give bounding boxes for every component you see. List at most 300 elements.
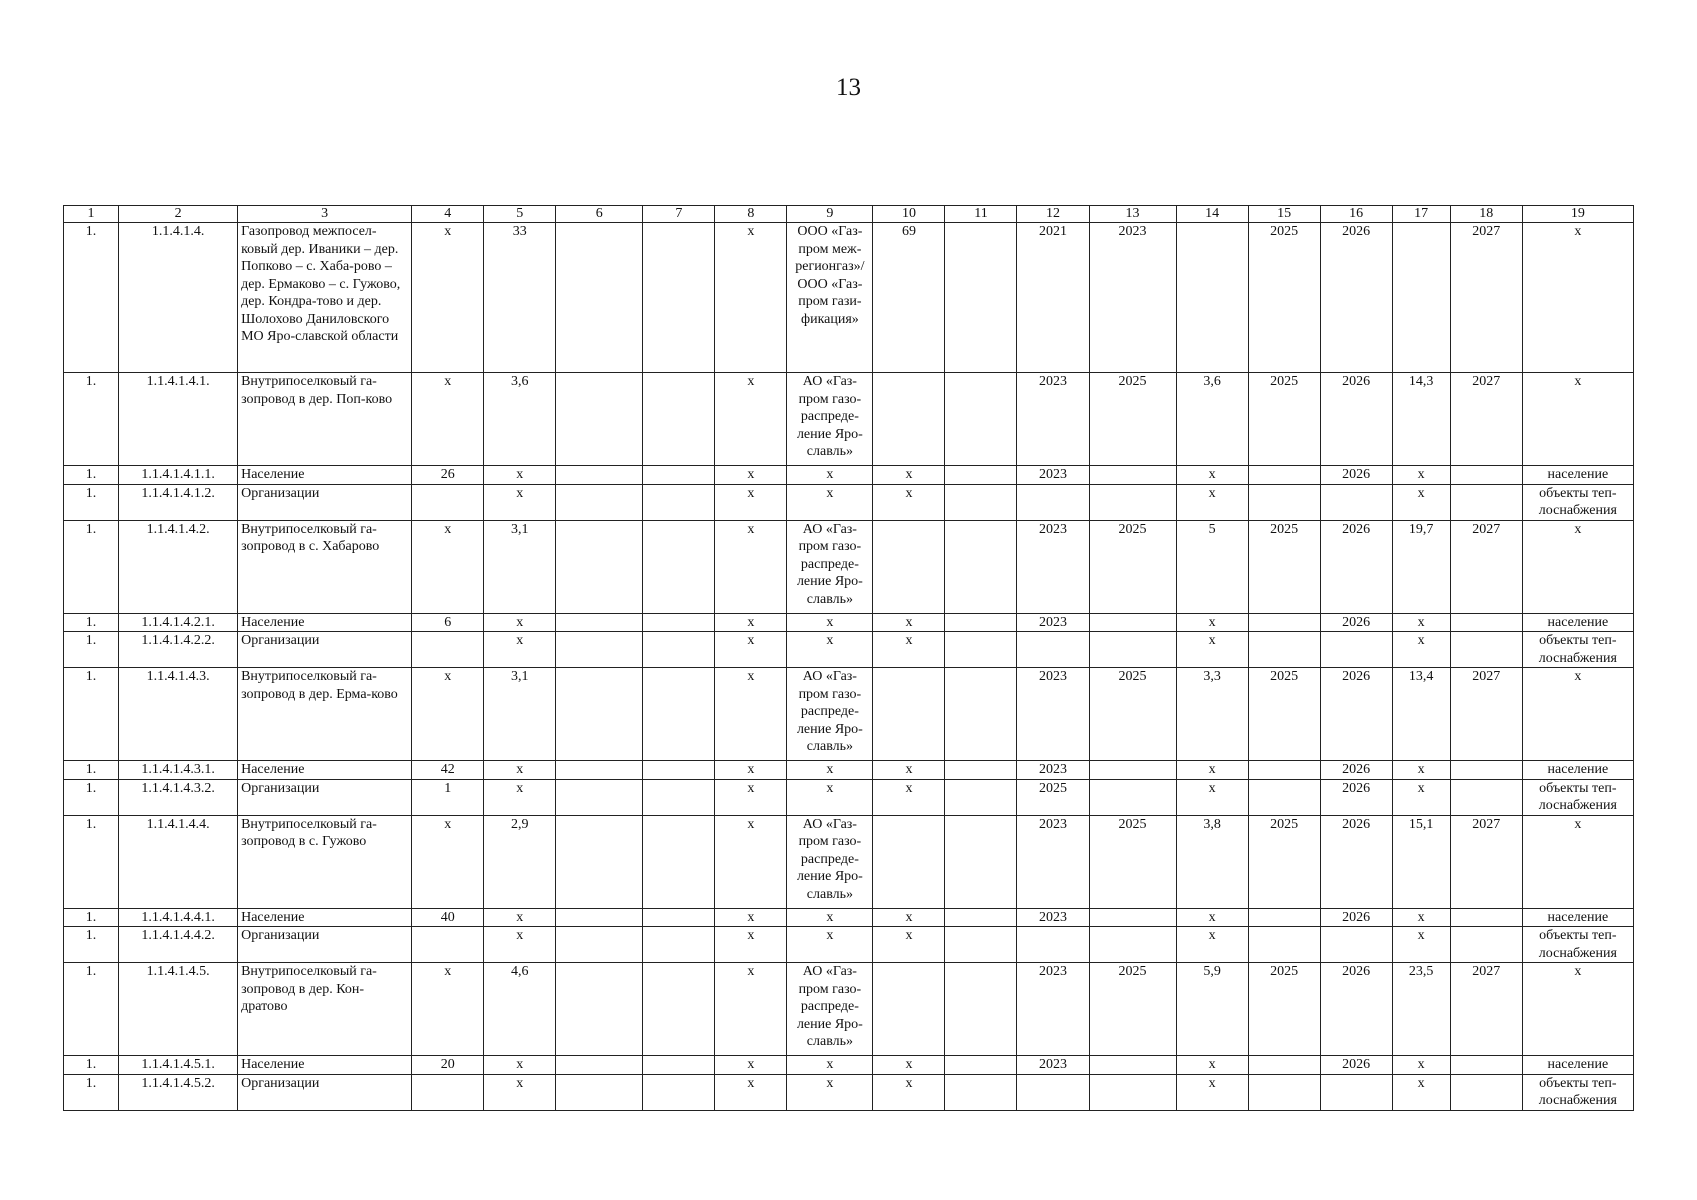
table-cell: х [484,779,556,815]
table-cell: 2026 [1320,373,1392,466]
table-cell: 2023 [1017,466,1089,485]
table-cell: х [1392,613,1450,632]
table-cell: х [787,484,873,520]
table-row [64,613,1634,632]
table-cell [1017,484,1089,520]
table-row [64,779,1634,815]
table-cell: 1. [64,761,119,780]
table-cell [945,927,1017,963]
table-cell: х [715,668,787,761]
table-cell: х [715,1056,787,1075]
header-cell: 1 [64,206,119,223]
table-cell [556,761,643,780]
header-cell: 13 [1089,206,1176,223]
table-cell: х [1522,668,1633,761]
table-cell: 2026 [1320,908,1392,927]
table-cell: х [715,815,787,908]
table-cell [412,484,484,520]
table-cell [945,908,1017,927]
table-cell [945,1056,1017,1075]
table-cell: 1. [64,223,119,373]
table-cell: х [412,373,484,466]
table-cell: х [787,779,873,815]
table-cell: 26 [412,466,484,485]
table-cell: 1.1.4.1.4.4.1. [119,908,238,927]
header-cell: 16 [1320,206,1392,223]
header-cell: 12 [1017,206,1089,223]
table-cell [556,223,643,373]
table-cell: 1. [64,613,119,632]
table-cell: 2026 [1320,779,1392,815]
table-cell: х [787,761,873,780]
table-cell [945,223,1017,373]
table-cell: Газопровод межпосел-ковый дер. Иваники – дер. Попково – с. Хаба-рово – дер. Ермаково – с. Гужово, дер. Кондра-тово и дер. Шолохово Даниловского МО Яро-славской области [238,223,412,373]
table-cell: 2023 [1017,520,1089,613]
table-cell [556,815,643,908]
table-cell: 1.1.4.1.4.3.2. [119,779,238,815]
table-row [64,761,1634,780]
table-cell: х [484,1074,556,1110]
table-cell: объекты теп-лоснабжения [1522,927,1633,963]
header-cell: 7 [643,206,715,223]
table-cell [945,373,1017,466]
table-cell: х [715,373,787,466]
table-cell: 33 [484,223,556,373]
table-cell: 1. [64,1056,119,1075]
table-cell: х [715,632,787,668]
table-cell: 4,6 [484,963,556,1056]
table-cell: х [1522,520,1633,613]
table-cell [556,927,643,963]
table-cell [1248,613,1320,632]
table-cell [643,1074,715,1110]
table-cell: Население [238,1056,412,1075]
table-cell: х [1176,908,1248,927]
table-cell [1450,1074,1522,1110]
table-cell [556,466,643,485]
page-number: 13 [836,74,861,101]
table-cell: х [715,1074,787,1110]
table-cell: 2026 [1320,223,1392,373]
table-cell: 1. [64,927,119,963]
table-cell: 2025 [1089,373,1176,466]
table-cell: х [873,779,945,815]
header-cell: 11 [945,206,1017,223]
table-cell: х [484,613,556,632]
table-cell: х [715,484,787,520]
table-cell: 1. [64,484,119,520]
table-cell: х [787,613,873,632]
table-cell [1089,927,1176,963]
table-cell [1248,1056,1320,1075]
table-cell: х [1176,1074,1248,1110]
table-cell: АО «Газ-пром газо-распреде-ление Яро-славль» [787,815,873,908]
table-row [64,1074,1634,1110]
table-cell: 2027 [1450,373,1522,466]
table-cell: 13,4 [1392,668,1450,761]
table-row [64,373,1634,466]
table-cell: 2026 [1320,761,1392,780]
table-cell [945,613,1017,632]
table-cell: х [873,1056,945,1075]
table-cell [1248,908,1320,927]
table-cell [945,815,1017,908]
table-cell: х [1176,632,1248,668]
table-cell: х [1522,223,1633,373]
table-cell: 42 [412,761,484,780]
header-cell: 19 [1522,206,1633,223]
table-cell: х [1392,779,1450,815]
table-cell [1248,466,1320,485]
table-cell: 2026 [1320,466,1392,485]
table-cell: 1.1.4.1.4.2.1. [119,613,238,632]
table-cell: 2027 [1450,963,1522,1056]
table-cell: 2025 [1248,373,1320,466]
table-cell: х [873,761,945,780]
table-cell: х [1392,1074,1450,1110]
table-cell: х [484,927,556,963]
table-cell [873,520,945,613]
table-cell: 1. [64,668,119,761]
table-cell [873,815,945,908]
table-cell: 2023 [1089,223,1176,373]
table-cell: 1.1.4.1.4.5.2. [119,1074,238,1110]
table-cell: 1.1.4.1.4. [119,223,238,373]
table-cell [873,668,945,761]
table-cell [945,484,1017,520]
table-cell: х [1522,963,1633,1056]
table-cell [556,963,643,1056]
table-cell: х [715,613,787,632]
table-cell: АО «Газ-пром газо-распреде-ление Яро-славль» [787,963,873,1056]
table-cell: население [1522,908,1633,927]
table-cell: х [412,520,484,613]
table-cell: Население [238,908,412,927]
table-cell: 2023 [1017,613,1089,632]
table-cell: 2026 [1320,520,1392,613]
table-row [64,466,1634,485]
table-cell: 2025 [1248,223,1320,373]
table-body [64,206,1634,1111]
table-cell: АО «Газ-пром газо-распреде-ление Яро-славль» [787,668,873,761]
header-cell: 18 [1450,206,1522,223]
table-cell: х [715,908,787,927]
table-cell [643,668,715,761]
table-cell: х [715,927,787,963]
table-cell [1089,1056,1176,1075]
table-cell [873,373,945,466]
table-cell [556,1056,643,1075]
header-cell: 8 [715,206,787,223]
table-cell: население [1522,1056,1633,1075]
table-cell [1089,466,1176,485]
table-cell [1017,632,1089,668]
table-cell [556,1074,643,1110]
table-row [64,815,1634,908]
table-cell: 1.1.4.1.4.1.2. [119,484,238,520]
table-cell: х [873,484,945,520]
table-cell: х [412,963,484,1056]
table-cell: х [715,761,787,780]
table-cell: 2023 [1017,963,1089,1056]
table-cell: х [1392,1056,1450,1075]
table-row [64,963,1634,1056]
header-cell: 10 [873,206,945,223]
table-cell [1176,223,1248,373]
table-cell: Организации [238,632,412,668]
table-cell: население [1522,761,1633,780]
table-cell [1450,1056,1522,1075]
table-row [64,632,1634,668]
table-cell: Внутрипоселковый га-зопровод в дер. Кон-дратово [238,963,412,1056]
table-cell [1017,1074,1089,1110]
table-cell [1450,613,1522,632]
table-cell [1320,927,1392,963]
table-cell: Организации [238,1074,412,1110]
table-cell: Внутрипоселковый га-зопровод в с. Хабарово [238,520,412,613]
table-cell: х [1392,484,1450,520]
table-cell: объекты теп-лоснабжения [1522,1074,1633,1110]
table-cell: 2027 [1450,668,1522,761]
table-cell [556,632,643,668]
table-row [64,484,1634,520]
table-cell [643,223,715,373]
header-cell: 5 [484,206,556,223]
table-cell [1450,779,1522,815]
table-cell: 2027 [1450,520,1522,613]
table-cell [1450,761,1522,780]
table-cell: Население [238,466,412,485]
table-cell: х [1392,466,1450,485]
table-cell: 1.1.4.1.4.3.1. [119,761,238,780]
table-cell [1320,484,1392,520]
table-cell: 2025 [1017,779,1089,815]
table-cell: х [715,466,787,485]
table-cell [1089,632,1176,668]
table-cell: х [1176,613,1248,632]
table-cell: 1.1.4.1.4.4.2. [119,927,238,963]
table-cell: 1. [64,779,119,815]
table-cell: 6 [412,613,484,632]
table-cell: х [715,963,787,1056]
table-cell: 1.1.4.1.4.2.2. [119,632,238,668]
table-cell: Население [238,613,412,632]
table-cell: 1 [412,779,484,815]
table-cell: х [787,927,873,963]
table-cell: х [1392,927,1450,963]
table-cell: х [787,1074,873,1110]
table-cell: 1. [64,520,119,613]
table-cell: 2025 [1089,668,1176,761]
table-cell [873,963,945,1056]
table-cell [556,908,643,927]
table-cell: 2025 [1248,668,1320,761]
table-cell: 14,3 [1392,373,1450,466]
table-cell [1089,908,1176,927]
table-cell: 2025 [1248,815,1320,908]
table-cell [1450,632,1522,668]
table-cell: х [484,908,556,927]
table-cell: х [484,632,556,668]
table-cell: 2021 [1017,223,1089,373]
table-cell: 2023 [1017,761,1089,780]
table-cell: 2026 [1320,963,1392,1056]
table-cell: х [715,779,787,815]
table-cell [643,1056,715,1075]
table-cell: АО «Газ-пром газо-распреде-ление Яро-славль» [787,520,873,613]
table-cell [412,1074,484,1110]
table-cell [556,613,643,632]
table-cell: х [412,223,484,373]
table-cell [945,1074,1017,1110]
table-cell: х [1522,815,1633,908]
table-cell: х [1392,761,1450,780]
table-cell: х [1176,927,1248,963]
table-cell: АО «Газ-пром газо-распреде-ление Яро-славль» [787,373,873,466]
table-cell [643,520,715,613]
table-cell [945,632,1017,668]
table-cell: 1. [64,632,119,668]
table-cell: ООО «Газ-пром меж-регионгаз»/ ООО «Газ-пром гази-фикация» [787,223,873,373]
table-cell: 2026 [1320,815,1392,908]
table-cell: Внутрипоселковый га-зопровод в дер. Поп-ково [238,373,412,466]
table-cell: х [484,1056,556,1075]
table-cell: х [1392,632,1450,668]
table-cell [556,668,643,761]
table-cell: Население [238,761,412,780]
table-cell: 2025 [1089,520,1176,613]
table-cell: 2023 [1017,908,1089,927]
table-cell: Организации [238,927,412,963]
table-cell: Внутрипоселковый га-зопровод в дер. Ерма-ково [238,668,412,761]
table-cell [1450,466,1522,485]
table-row [64,520,1634,613]
table-cell: 2023 [1017,815,1089,908]
table-cell [1248,927,1320,963]
table-cell: 3,6 [484,373,556,466]
table-cell [556,373,643,466]
table-cell: 1. [64,815,119,908]
table-cell [945,668,1017,761]
table-row [64,223,1634,373]
table-cell: 1.1.4.1.4.2. [119,520,238,613]
table-cell: х [412,815,484,908]
table-cell: 5 [1176,520,1248,613]
table-cell: х [873,927,945,963]
table-cell [412,927,484,963]
table-cell [643,815,715,908]
table-cell: х [715,223,787,373]
table-cell: х [787,632,873,668]
table-cell: 19,7 [1392,520,1450,613]
table-cell: 1. [64,466,119,485]
table-cell: х [484,484,556,520]
table-cell [1320,1074,1392,1110]
header-cell: 9 [787,206,873,223]
table-cell: х [1176,484,1248,520]
table-cell [643,761,715,780]
table-cell [1017,927,1089,963]
table-cell: х [873,908,945,927]
header-cell: 17 [1392,206,1450,223]
table-cell [556,520,643,613]
table-cell [1089,484,1176,520]
data-table [63,205,1634,1111]
table-cell: 15,1 [1392,815,1450,908]
table-cell: 2023 [1017,1056,1089,1075]
table-cell [945,520,1017,613]
table-cell: 2025 [1248,520,1320,613]
table-cell [643,632,715,668]
table-cell: х [787,466,873,485]
table-cell: 1. [64,373,119,466]
table-cell: х [1176,761,1248,780]
table-cell: 1.1.4.1.4.5.1. [119,1056,238,1075]
table-row [64,668,1634,761]
table-cell [945,963,1017,1056]
table-cell: х [412,668,484,761]
table-cell [1089,1074,1176,1110]
table-cell: 2026 [1320,613,1392,632]
table-cell: 2,9 [484,815,556,908]
table-cell: х [1176,1056,1248,1075]
table-cell [643,963,715,1056]
table-cell: 1. [64,963,119,1056]
table-cell: 3,1 [484,668,556,761]
header-cell: 4 [412,206,484,223]
table-cell: х [1176,779,1248,815]
table-cell [945,779,1017,815]
table-cell [1320,632,1392,668]
header-cell: 15 [1248,206,1320,223]
table-cell: 69 [873,223,945,373]
table-cell: х [787,1056,873,1075]
table-cell: 3,1 [484,520,556,613]
table-cell: 1.1.4.1.4.3. [119,668,238,761]
table-cell: х [1392,908,1450,927]
table-cell [643,373,715,466]
table-cell: х [1522,373,1633,466]
table-cell: 1.1.4.1.4.5. [119,963,238,1056]
header-cell: 3 [238,206,412,223]
table-cell: х [484,761,556,780]
table-cell [1248,1074,1320,1110]
table-cell: х [873,1074,945,1110]
table-cell: 3,8 [1176,815,1248,908]
header-cell: 2 [119,206,238,223]
table-cell [556,779,643,815]
table-cell: х [873,466,945,485]
table-cell [1089,613,1176,632]
table-cell: 20 [412,1056,484,1075]
table-cell [1089,761,1176,780]
table-cell: х [873,632,945,668]
table-cell [643,484,715,520]
table-row [64,927,1634,963]
table-cell [643,613,715,632]
table-row [64,908,1634,927]
table-cell: 5,9 [1176,963,1248,1056]
table-cell [1248,779,1320,815]
table-cell: х [1176,466,1248,485]
table-cell [945,761,1017,780]
table-cell: объекты теп-лоснабжения [1522,779,1633,815]
table-cell: х [787,908,873,927]
table-cell: объекты теп-лоснабжения [1522,632,1633,668]
table-cell: 2025 [1089,815,1176,908]
table-cell: 2025 [1248,963,1320,1056]
table-cell: х [873,613,945,632]
